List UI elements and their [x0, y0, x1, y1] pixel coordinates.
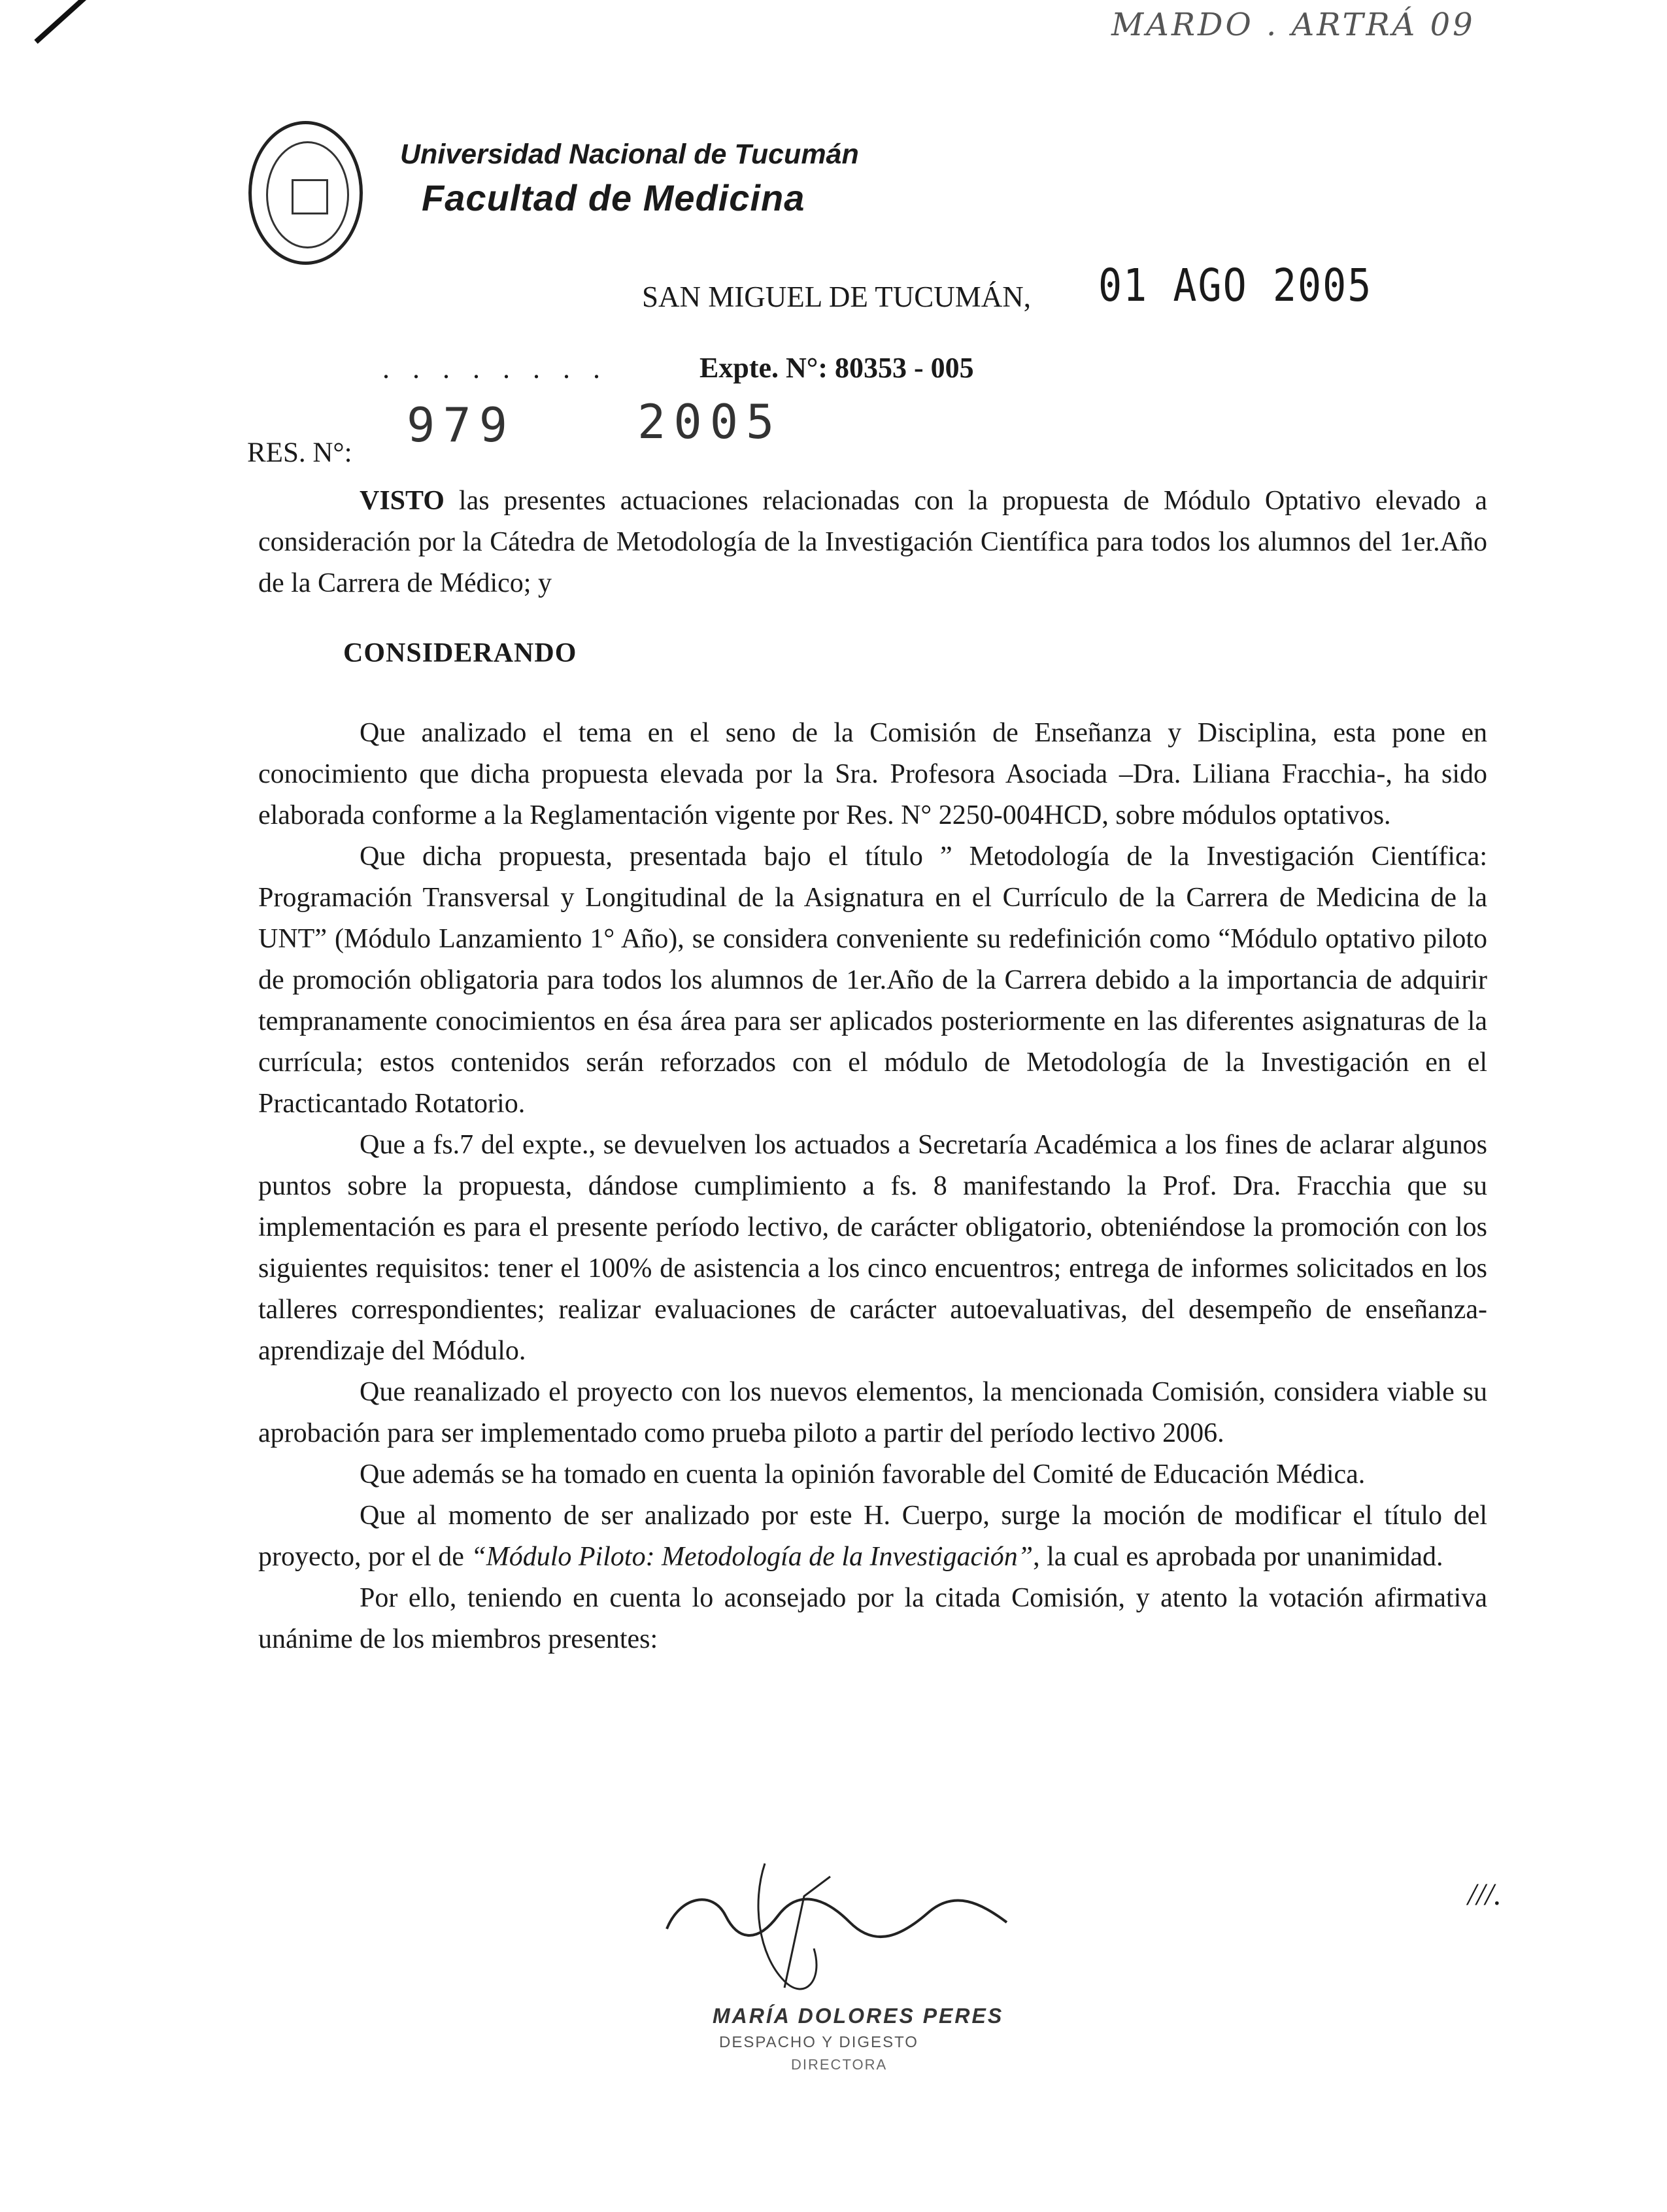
university-seal-icon [248, 121, 363, 265]
handwritten-note: MARDO . ARTRÁ 09 [1111, 7, 1475, 43]
margin-slash-mark [34, 0, 101, 44]
closing-paragraph: Por ello, teniendo en cuenta lo aconsejado por la citada Comisión, y atento la votación afirmativa unánime de los miembros presentes: [258, 1583, 1487, 1654]
faculty-name: Facultad de Medicina [422, 177, 805, 218]
considerando-paragraph: Que reanalizado el proyecto con los nuevos elementos, la mencionada Comisión, considera viable su aprobación para ser implementado como prueba piloto a partir del período lectivo 2006. [258, 1377, 1487, 1448]
seal-inner-ring [266, 141, 349, 248]
titulo-paragraph [258, 1495, 1487, 1578]
considerando-heading: CONSIDERANDO [343, 638, 577, 668]
considerando-paragraph: Que a fs.7 del expte., se devuelven los actuados a Secretaría Académica a los fines de aclarar algunos puntos sobre la propuesta, dándose cumplimiento a fs. 8 manifestando la Prof. Dra. Fracchia que su implementación es para el presente período lectivo, de carácter obligatorio, obteniéndose la promoción con los siguientes requisitos: tener el 100% de asistencia a los cinco encuentros; entrega de informes solicitados en los talleres correspondientes; realizar evaluaciones de carácter autoevaluativas, del desempeño de enseñanza-aprendizaje del Módulo. [258, 1130, 1487, 1366]
titulo-after: , la cual es aprobada por unanimidad. [1033, 1542, 1443, 1572]
signatory-title: DESPACHO Y DIGESTO [719, 2033, 918, 2051]
signatory-name: MARÍA DOLORES PERES [713, 2004, 1004, 2028]
signature-icon [654, 1850, 1020, 2007]
considerando-block [258, 713, 1487, 1660]
date-stamp: 01 AGO 2005 [1098, 259, 1373, 313]
page-continuation-mark: ///. [1468, 1877, 1502, 1912]
seal-shield-icon [292, 179, 328, 214]
resolution-number: 979 [407, 398, 516, 452]
visto-block [258, 481, 1487, 604]
visto-text: las presentes actuaciones relacionadas con la propuesta de Módulo Optativo elevado a consideración por la Cátedra de Metodología de la Investigación Científica para todos los alumnos del 1er.Año de la Carrera de Médico; y [258, 486, 1487, 598]
considerando-paragraph: Que analizado el tema en el seno de la Comisión de Enseñanza y Disciplina, esta pone en conocimiento que dicha propuesta elevada por la Sra. Profesora Asociada –Dra. Liliana Fracchia-, ha sido elaborada conforme a la Reglamentación vigente por Res. N° 2250-004HCD, sobre módulos optativos. [258, 718, 1487, 830]
visto-paragraph [258, 481, 1487, 604]
visto-lead: VISTO [360, 486, 445, 516]
resolution-year: 2005 [637, 394, 783, 449]
signatory-subtitle: DIRECTORA [791, 2056, 888, 2073]
place-line: SAN MIGUEL DE TUCUMÁN, [642, 281, 1031, 313]
dotted-leader: . . . . . . . . [382, 352, 608, 384]
considerando-paragraph: Que además se ha tomado en cuenta la opinión favorable del Comité de Educación Médica. [360, 1459, 1366, 1489]
resolution-label: RES. N°: [247, 437, 352, 468]
titulo-italic: “Módulo Piloto: Metodología de la Investigación” [471, 1542, 1034, 1572]
considerando-paragraph: Que dicha propuesta, presentada bajo el título ” Metodología de la Investigación Científica: Programación Transversal y Longitudinal de la Asignatura en el Currículo de la Carrera de Medicina de la UNT” (Módulo Lanzamiento 1° Año), se considera conveniente su redefinición como “Módulo optativo piloto de promoción obligatoria para todos los alumnos de 1er.Año de la Carrera debido a la importancia de adquirir tempranamente conocimientos en ésa área para ser aplicados posteriormente en las diferentes asignaturas de la currícula; estos contenidos serán reforzados con el módulo de Metodología de la Investigación en el Practicantado Rotatorio. [258, 842, 1487, 1119]
titulo-before: Que al momento de ser analizado por este H. Cuerpo, surge la moción de modificar el título del proyecto, por el de [258, 1501, 1487, 1572]
expediente-number: Expte. N°: 80353 - 005 [699, 352, 974, 384]
university-name: Universidad Nacional de Tucumán [400, 139, 859, 170]
